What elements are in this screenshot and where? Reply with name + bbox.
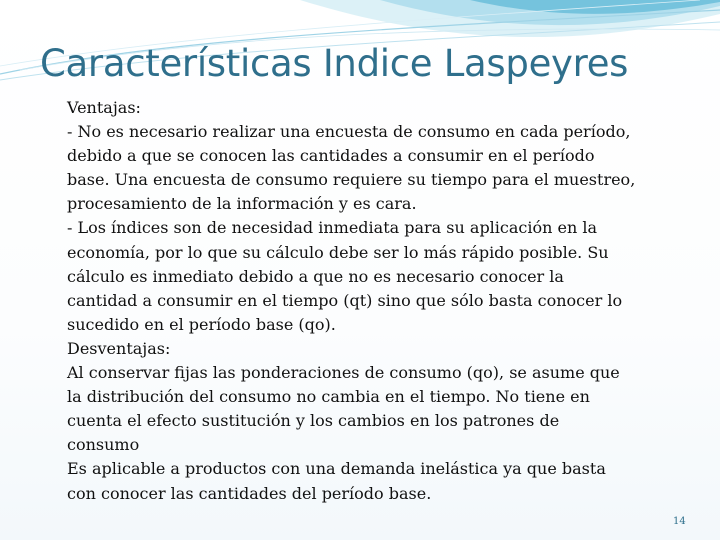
body-line: con conocer las cantidades del período base. (67, 483, 432, 503)
body-line: - Los índices son de necesidad inmediata para su aplicación en la (67, 218, 598, 238)
body-line: Desventajas: (67, 338, 171, 358)
slide-body (67, 96, 707, 506)
body-line: base. Una encuesta de consumo requiere su tiempo para el muestreo, (67, 170, 636, 190)
body-line: Es aplicable a productos con una demanda inelástica ya que basta (67, 459, 606, 479)
body-line: cuenta el efecto sustitución y los cambios en los patrones de (67, 411, 560, 431)
page-number: 14 (673, 516, 686, 527)
slide-title: Características Indice Laspeyres (40, 42, 629, 85)
body-line: cálculo es inmediato debido a que no es necesario conocer la (67, 266, 564, 286)
body-line: la distribución del consumo no cambia en el tiempo. No tiene en (67, 387, 590, 407)
body-line: sucedido en el período base (qo). (67, 314, 336, 334)
body-line: cantidad a consumir en el tiempo (qt) sino que sólo basta conocer lo (67, 290, 623, 310)
body-line: Ventajas: (67, 98, 141, 117)
body-line: Al conservar fijas las ponderaciones de consumo (qo), se asume que (67, 363, 620, 383)
body-line: consumo (67, 435, 140, 455)
body-line: economía, por lo que su cálculo debe ser lo más rápido posible. Su (67, 242, 609, 262)
body-line: procesamiento de la información y es cara. (67, 194, 417, 214)
body-line: - No es necesario realizar una encuesta de consumo en cada período, (67, 122, 631, 142)
body-line: debido a que se conocen las cantidades a consumir en el período (67, 146, 595, 166)
